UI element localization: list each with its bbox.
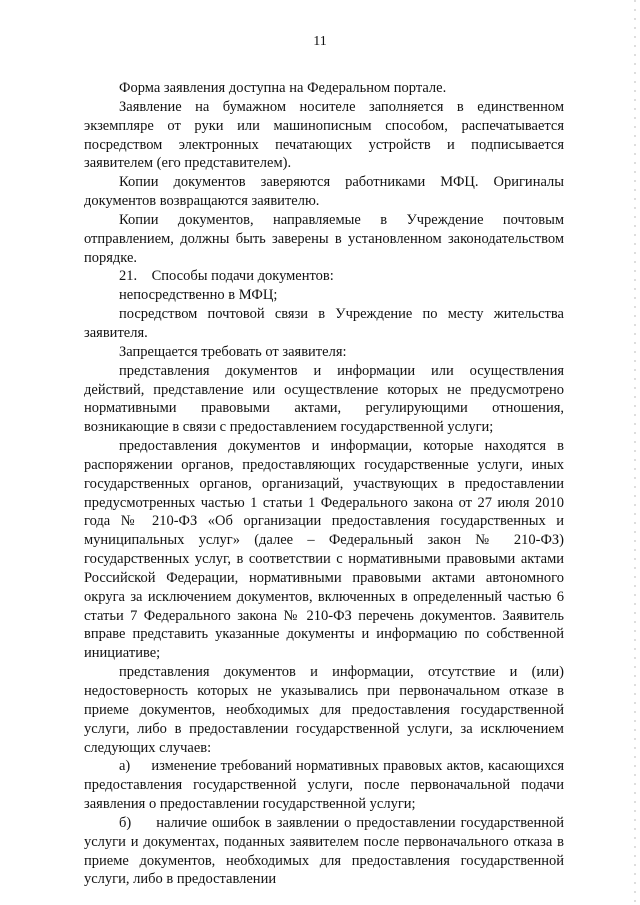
paragraph-prohibited-actions: представления документов и информации или осуществления действий, представление или осуществление которых не предусмотрено нормативными правовыми актами, регулирующими отношения, возникающие в связи с предоставлением государственной услуги; bbox=[84, 362, 564, 436]
paragraph-section-21: 21. Способы подачи документов: bbox=[119, 268, 334, 285]
paragraph-postal-copies: Копии документов, направляемые в Учреждение почтовым отправлением, должны быть заверены в установленном законодательством порядке. bbox=[84, 211, 564, 266]
document-body bbox=[84, 79, 564, 889]
paragraph-form-availability: Форма заявления доступна на Федеральном портале. bbox=[119, 80, 447, 96]
paragraph-copies-certified: Копии документов заверяются работниками МФЦ. Оригиналы документов возвращаются заявителю. bbox=[84, 174, 564, 210]
paragraph-case-a: а) изменение требований нормативных правовых актов, касающихся предоставления государственной услуги, после первоначальной подачи заявления о предоставлении государственной услуги; bbox=[84, 758, 564, 813]
scan-edge-marks bbox=[634, 0, 636, 905]
page-number: 11 bbox=[313, 34, 327, 49]
paragraph-submission-post: посредством почтовой связи в Учреждение по месту жительства заявителя. bbox=[84, 306, 564, 341]
paragraph-paper-application: Заявление на бумажном носителе заполняется в единственном экземпляре от руки или машинописным способом, распечатывается посредством электронных печатающих устройств и подписывается заявителем (его представителем). bbox=[84, 98, 564, 172]
paragraph-prohibited-documents: предоставления документов и информации, которые находятся в распоряжении органов, предоставляющих государственные услуги, иных государственных органов, организаций, участвующих в предоставлении предусмотренных частью 1 статьи 1 Федерального закона от 27 июля 2010 года № 210-ФЗ «Об организации предоставления государственных и муниципальных услуг» (далее – Федеральный закон № 210-ФЗ) государственных услуг, в соответствии с нормативными правовыми актами Российской Федерации, нормативными правовыми актами автономного округа за исключением документов, включенных в определенный частью 6 статьи 7 Федерального закона № 210-ФЗ перечень документов. Заявитель вправе представить указанные документы и информацию по собственной инициативе; bbox=[84, 438, 564, 662]
paragraph-case-b: б) наличие ошибок в заявлении о предоставлении государственной услуги и документах, поданных заявителем после первоначального отказа в приеме документов, необходимых для предоставления государственной услуги, либо в предоставлении bbox=[84, 814, 564, 888]
paragraph-prohibited-heading: Запрещается требовать от заявителя: bbox=[119, 343, 347, 360]
paragraph-submission-mfc: непосредственно в МФЦ; bbox=[119, 287, 278, 304]
paragraph-prohibited-missing-info: представления документов и информации, отсутствие и (или) недостоверность которых не указывались при первоначальном отказе в приеме документов, необходимых для предоставления государственной услуги, либо в предоставлении государственной услуги, за исключением следующих случаев: bbox=[84, 664, 564, 756]
